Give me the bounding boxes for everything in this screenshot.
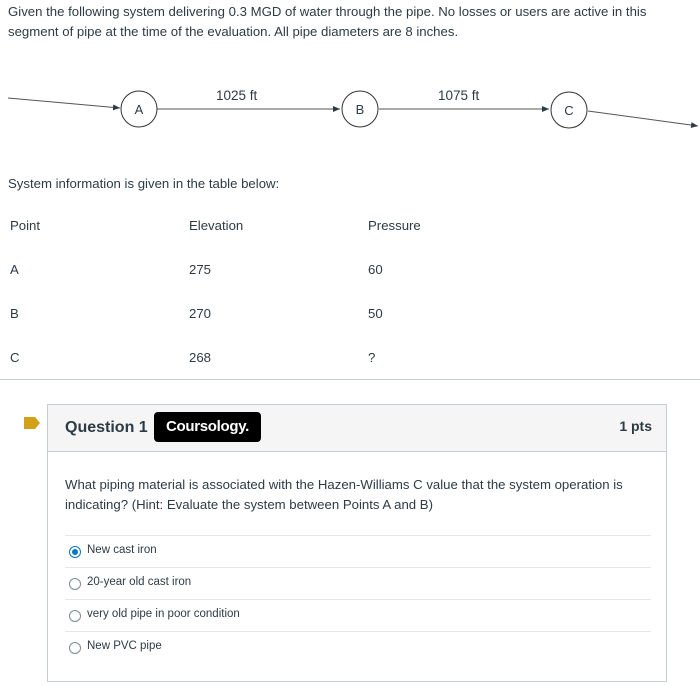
answer-label[interactable]: very old pipe in poor condition [87,608,240,620]
question-card [47,404,667,682]
table-row [0,350,700,370]
cell-point: B [10,306,19,321]
pipe-segment-out [588,111,698,126]
cell-elevation: 268 [189,350,212,365]
answer-option[interactable] [65,535,651,568]
header-pressure: Pressure [368,218,421,233]
cell-elevation: 270 [189,306,212,321]
cell-point: A [10,262,19,277]
cell-pressure: 60 [368,262,383,277]
question-header [48,405,666,452]
answer-option[interactable] [65,631,651,664]
answer-option[interactable] [65,567,651,600]
radio-icon[interactable] [69,642,81,654]
question-title: Question 1 [65,419,148,436]
question-text: What piping material is associated with the Hazen-Williams C value that the system operation is indicating? (Hint: Evaluate the system between Points A and B) [65,477,623,512]
answer-label[interactable]: 20-year old cast iron [87,576,192,588]
node-b-label: B [355,102,365,117]
problem-statement: Given the following system delivering 0.3 MGD of water through the pipe. No losses or users are active in this segment of pipe at the time of the evaluation. All pipe diameters are 8 inches. [8,4,647,39]
section-divider [0,379,700,380]
node-c-label: C [564,103,574,118]
cell-point: C [10,350,20,365]
table-row [0,306,700,326]
segment-ab-length: 1025 ft [216,88,258,103]
cell-elevation: 275 [189,262,212,277]
cell-pressure: 50 [368,306,383,321]
pipe-diagram-svg [0,80,700,140]
radio-icon[interactable] [69,610,81,622]
radio-icon[interactable] [69,578,81,590]
segment-bc-length: 1075 ft [438,88,480,103]
answer-label[interactable]: New cast iron [87,544,157,556]
header-elevation: Elevation [189,218,244,233]
bookmark-flag-icon[interactable] [24,417,40,429]
header-point: Point [10,218,41,233]
answer-label[interactable]: New PVC pipe [87,640,162,652]
cell-pressure: ? [368,350,376,365]
table-row [0,262,700,282]
question-points: 1 pts [619,418,652,434]
answer-option[interactable] [65,599,651,632]
radio-selected-icon[interactable] [69,546,81,558]
coursology-logo: Coursology. [154,412,261,442]
table-header-row [0,218,700,238]
pipe-segment-in [8,98,120,108]
node-a-label: A [134,102,144,117]
system-info-text: System information is given in the table below: [8,176,280,191]
pipe-diagram [0,80,700,140]
